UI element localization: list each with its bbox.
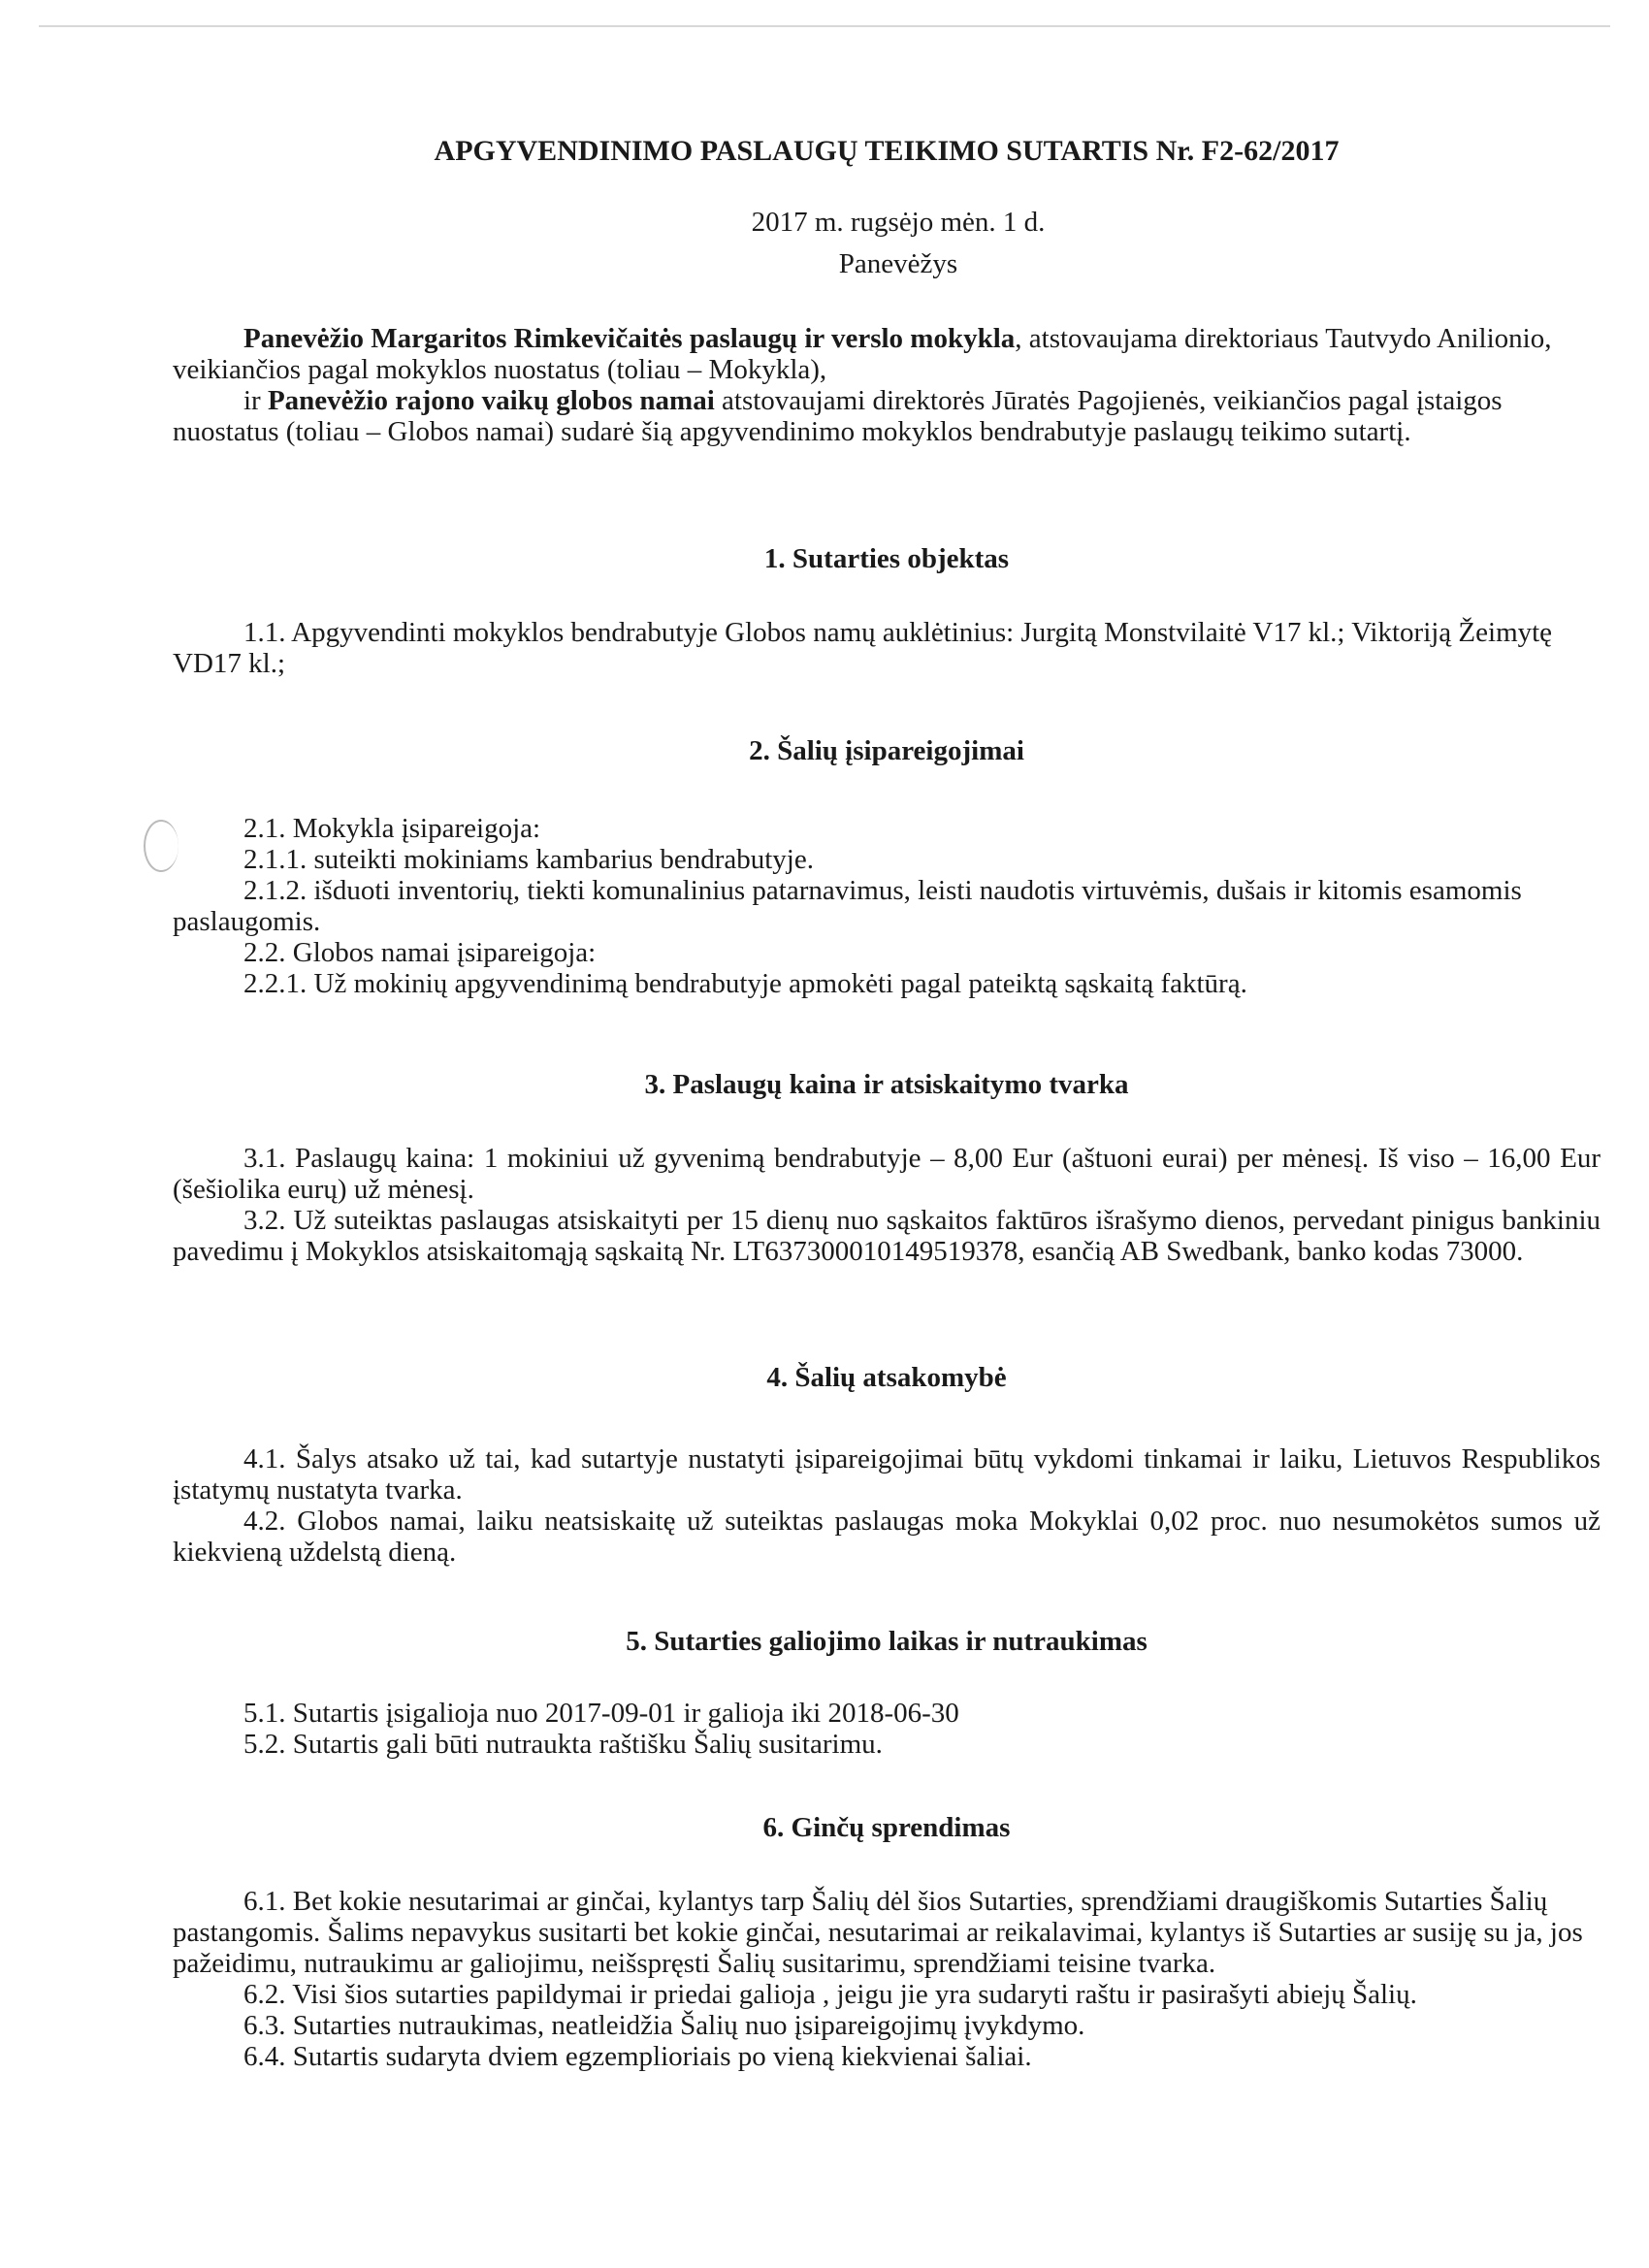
section-4-heading: 4. Šalių atsakomybė (766, 1362, 1007, 1393)
document-title: APGYVENDINIMO PASLAUGŲ TEIKIMO SUTARTIS Nr. F2-62/2017 (434, 135, 1340, 167)
section-2-heading: 2. Šalių įsipareigojimai (749, 735, 1024, 766)
clause-4-2: 4.2. Globos namai, laiku neatsiskaitę už suteiktas paslaugas moka Mokyklai 0,02 proc. nuo nesumokėtos sumos už kiekvieną uždelstą dieną. (173, 1506, 1600, 1568)
clause-4-1: 4.1. Šalys atsako už tai, kad sutartyje nustatyti įsipareigojimai būtų vykdomi tinkamai ir laiku, Lietuvos Respublikos įstatymų nustatyta tvarka. (173, 1443, 1600, 1506)
clause-6-1: 6.1. Bet kokie nesutarimai ar ginčai, kylantys tarp Šalių dėl šios Sutarties, sprendžiami draugiškomis Sutarties Šalių pastangomis. Šalims nepavykus susitarti bet kokie ginčai, nesutarimai ar reikalavimai, kylantys iš Sutarties ar susiję su ja, jos pažeidimu, nutraukimu ar galiojimu, neišspręsti Šalių susitarimu, sprendžiami teisine tvarka. (173, 1886, 1583, 1979)
party2-name: Panevėžio rajono vaikų globos namai (267, 385, 715, 416)
section-5-heading: 5. Sutarties galiojimo laikas ir nutraukimas (626, 1626, 1148, 1657)
clause-5-2: 5.2. Sutartis gali būti nutraukta raštišku Šalių susitarimu. (243, 1729, 883, 1760)
clause-2-2-1: 2.2.1. Už mokinių apgyvendinimą bendrabutyje apmokėti pagal pateiktą sąskaitą faktūrą. (243, 968, 1247, 999)
document-date: 2017 m. rugsėjo mėn. 1 d. (751, 207, 1046, 238)
section-2-body (173, 813, 1600, 999)
section-6-heading: 6. Ginčų sprendimas (762, 1812, 1011, 1843)
clause-6-4: 6.4. Sutartis sudaryta dviem egzemplioriais po vieną kiekvienai šaliai. (243, 2041, 1032, 2072)
clause-3-1: 3.1. Paslaugų kaina: 1 mokiniui už gyvenimą bendrabutyje – 8,00 Eur (aštuoni eurai) per mėnesį. Iš viso – 16,00 Eur (šešiolika eurų) už mėnesį. (173, 1143, 1600, 1205)
section-1-heading: 1. Sutarties objektas (763, 543, 1010, 574)
section-1-body (173, 617, 1600, 679)
clause-1-1: 1.1. Apgyvendinti mokyklos bendrabutyje Globos namų auklėtinius: Jurgitą Monstvilaitė V17 kl.; Viktoriją Žeimytę VD17 kl.; (173, 617, 1553, 679)
section-6-body (173, 1886, 1589, 2072)
section-5-body (173, 1698, 1600, 1760)
intro-paragraph (173, 323, 1589, 447)
party2-text: atstovaujami direktorės Jūratės Pagojienės, veikiančios pagal įstaigos nuostatus (toliau – Globos namai) sudarė šią apgyvendinimo mokyklos bendrabutyje paslaugų teikimo sutartį. (173, 385, 1503, 447)
clause-3-2: 3.2. Už suteiktas paslaugas atsiskaityti per 15 dienų nuo sąskaitos faktūros išrašymo dienos, pervedant pinigus bankiniu pavedimu į Mokyklos atsiskaitomąją sąskaitą Nr. LT637300010149519378, esančią AB Swedbank, banko kodas 73000. (173, 1205, 1600, 1267)
clause-5-1: 5.1. Sutartis įsigalioja nuo 2017-09-01 ir galioja iki 2018-06-30 (243, 1698, 959, 1729)
clause-6-3: 6.3. Sutarties nutraukimas, neatleidžia Šalių nuo įsipareigojimų įvykdymo. (243, 2010, 1085, 2041)
clause-2-2: 2.2. Globos namai įsipareigoja: (243, 937, 597, 968)
party2-prefix: ir (243, 385, 268, 416)
clause-2-1-2: 2.1.2. išduoti inventorių, tiekti komunalinius patarnavimus, leisti naudotis virtuvėmis, dušais ir kitomis esamomis paslaugomis. (173, 875, 1522, 937)
section-4-body (173, 1443, 1600, 1568)
section-3-body (173, 1143, 1600, 1267)
section-3-heading: 3. Paslaugų kaina ir atsiskaitymo tvarka (644, 1069, 1129, 1100)
document-city: Panevėžys (838, 248, 958, 279)
party1-name: Panevėžio Margaritos Rimkevičaitės paslaugų ir verslo mokykla (243, 323, 1016, 354)
clause-2-1-1: 2.1.1. suteikti mokiniams kambarius bendrabutyje. (243, 844, 814, 875)
party1-text: , atstovaujama direktoriaus Tautvydo Anilionio, veikiančios pagal mokyklos nuostatus (toliau – Mokykla), (173, 323, 1552, 385)
clause-2-1: 2.1. Mokykla įsipareigoja: (243, 813, 541, 844)
clause-6-2: 6.2. Visi šios sutarties papildymai ir priedai galioja , jeigu jie yra sudaryti raštu ir pasirašyti abiejų Šalių. (243, 1979, 1417, 2010)
scan-edge-line (39, 25, 1610, 27)
